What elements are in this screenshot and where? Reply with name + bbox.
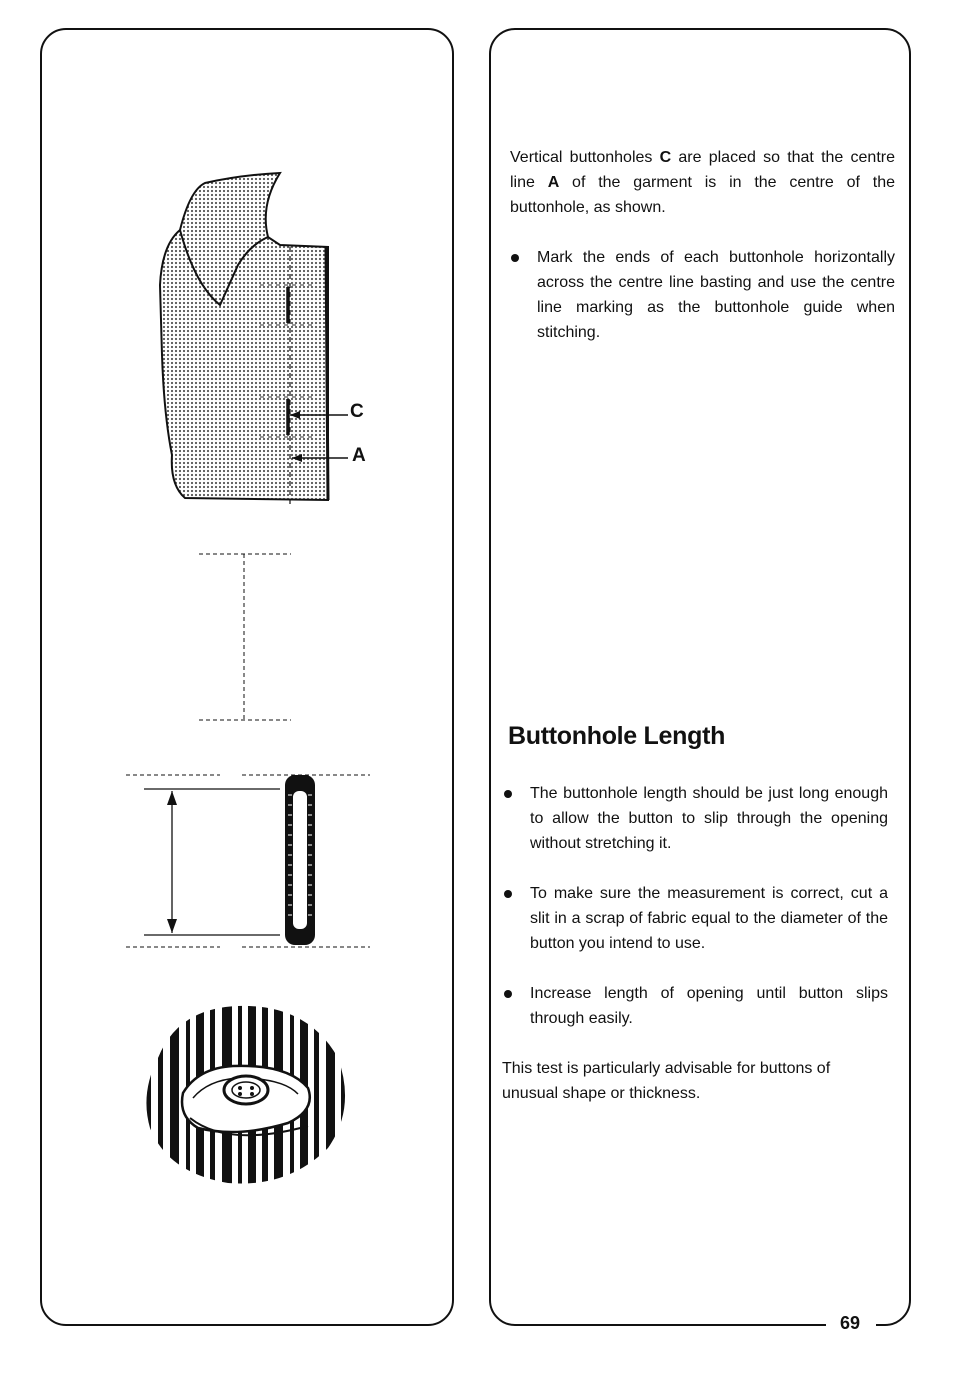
length-guide-illustration — [195, 548, 295, 728]
buttonhole-measurement-illustration — [120, 765, 375, 955]
bullet-dot — [504, 990, 512, 998]
mark-ends-bullet: Mark the ends of each buttonhole horizontally across the centre line basting and use the centre line marking as the buttonhole guide when stitching. — [537, 245, 895, 345]
right-text-panel — [489, 28, 911, 1326]
closing-paragraph: This test is particularly advisable for buttons of unusual shape or thickness. — [502, 1060, 831, 1102]
section-heading: Buttonhole Length — [508, 722, 726, 750]
bullet-dot — [504, 890, 512, 898]
intro-paragraph: Vertical buttonholes C are placed so that the centre line A of the garment is in the centre of the buttonhole, as shown. — [510, 149, 895, 216]
length-bullet-1: The buttonhole length should be just long enough to allow the button to slip through the opening without stretching it. — [530, 781, 888, 856]
length-bullet-2: To make sure the measurement is correct, cut a slit in a scrap of fabric equal to the diameter of the button you intend to use. — [530, 881, 888, 956]
page-number: 69 — [836, 1313, 864, 1334]
label-a: A — [352, 445, 366, 466]
bullet-dot — [511, 254, 519, 262]
bullet-dot — [504, 790, 512, 798]
button-slit-test-illustration — [138, 998, 353, 1188]
label-c: C — [350, 401, 364, 422]
length-bullet-3: Increase length of opening until button slips through easily. — [530, 981, 888, 1031]
garment-illustration — [150, 165, 380, 510]
